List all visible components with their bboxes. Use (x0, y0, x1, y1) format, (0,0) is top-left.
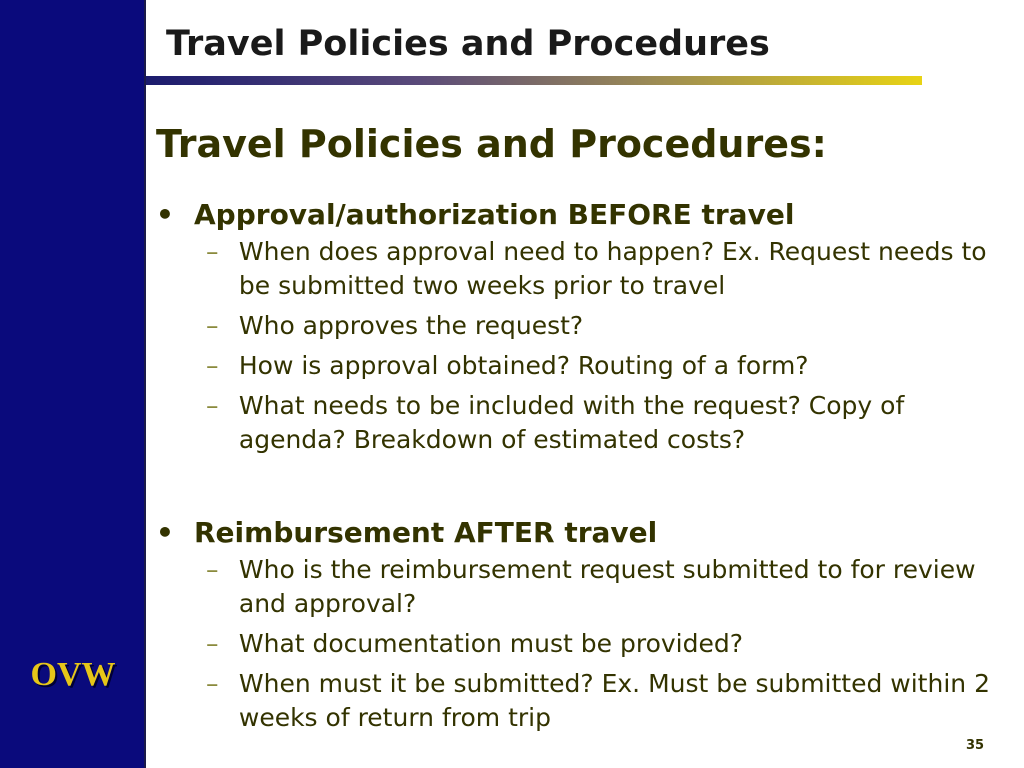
slide-heading: Travel Policies and Procedures: (156, 122, 827, 166)
sub-item-text: What documentation must be provided? (238, 629, 743, 658)
sub-item-text: When must it be submitted? Ex. Must be submitted within 2 weeks of return from trip (238, 669, 990, 732)
sub-list (206, 235, 1016, 457)
bullet-item (156, 196, 1016, 234)
page-number: 35 (966, 738, 985, 753)
dash-icon: – (206, 311, 219, 340)
title-underline (146, 76, 922, 85)
dash-icon: – (206, 629, 219, 658)
bullet-icon: • (156, 198, 174, 231)
sub-item-text: Who approves the request? (238, 311, 584, 340)
dash-icon: – (206, 237, 219, 266)
sub-item (206, 309, 1016, 343)
bullet-text: Approval/authorization BEFORE travel (194, 198, 795, 231)
sub-list (206, 553, 1016, 735)
sub-item (206, 667, 1016, 735)
dash-icon: – (206, 391, 219, 420)
dash-icon: – (206, 669, 219, 698)
sub-item (206, 349, 1016, 383)
sub-item-text: What needs to be included with the request? Copy of agenda? Breakdown of estimated costs? (238, 391, 905, 454)
page-title: Travel Policies and Procedures (166, 24, 770, 64)
bullet-item (156, 514, 1016, 552)
sub-item (206, 553, 1016, 621)
sub-item (206, 389, 1016, 457)
section-approval (156, 196, 1016, 463)
dash-icon: – (206, 351, 219, 380)
sub-item-text: When does approval need to happen? Ex. Request needs to be submitted two weeks prior to travel (238, 237, 987, 300)
bullet-icon: • (156, 516, 174, 549)
section-reimbursement (156, 514, 1016, 741)
sidebar (0, 0, 146, 768)
sub-item (206, 235, 1016, 303)
ovw-logo: OVW (30, 656, 116, 693)
dash-icon: – (206, 555, 219, 584)
bullet-text: Reimbursement AFTER travel (194, 516, 658, 549)
sub-item-text: How is approval obtained? Routing of a form? (238, 351, 809, 380)
sub-item-text: Who is the reimbursement request submitted to for review and approval? (238, 555, 976, 618)
sub-item (206, 627, 1016, 661)
